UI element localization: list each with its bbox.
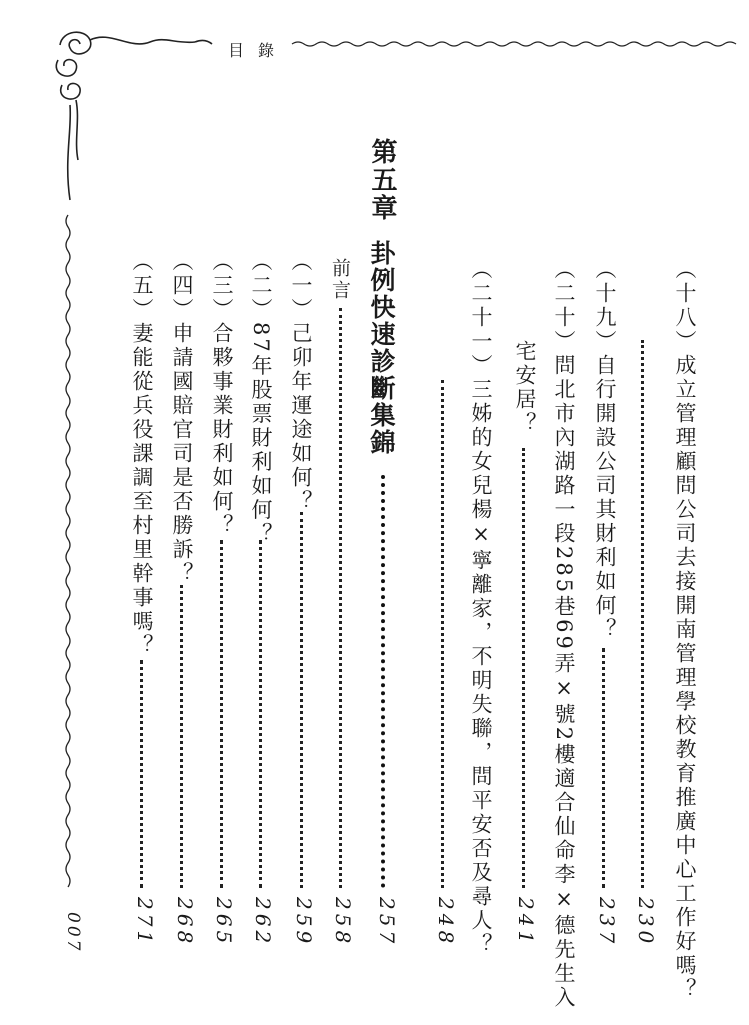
- leader-dots: [602, 648, 605, 888]
- chapter-label: 第五章: [367, 138, 397, 222]
- page-number: 241: [514, 897, 538, 948]
- page-number: 257: [375, 897, 399, 948]
- toc-entry-3: （三）合夥事業財利如何？: [210, 250, 234, 538]
- leader-dots: [140, 660, 143, 888]
- toc-entry-20: （二十）問北市內湖路一段285巷69弄×號2樓適合仙命李×德先生入: [552, 258, 576, 1011]
- toc-entry-preface: 前言: [329, 258, 351, 302]
- leader-dots: [300, 512, 303, 888]
- leader-dots: [220, 540, 223, 888]
- toc-entry-5: （五）妻能從兵役課調至村里幹事嗎？: [130, 250, 154, 658]
- leader-dots: [522, 448, 525, 888]
- page-number: 265: [212, 897, 236, 948]
- leader-dots: [381, 475, 385, 888]
- toc-entry-19: （十九）自行開設公司其財利如何？: [593, 258, 617, 642]
- page-number: 230: [634, 897, 658, 948]
- toc-entry-1: （一）己卯年運途如何？: [289, 250, 313, 514]
- leader-dots: [180, 585, 183, 888]
- toc-entry-4: （四）申請國賠官司是否勝訴？: [170, 250, 194, 586]
- left-wave-border: [66, 215, 70, 887]
- page-number: 258: [331, 897, 355, 948]
- leader-dots: [339, 308, 342, 888]
- header-wave-line: [292, 42, 736, 46]
- folio-page-number: 007: [63, 912, 83, 954]
- page-number: 259: [292, 897, 316, 948]
- page-number: 268: [173, 897, 197, 948]
- page-number: 248: [434, 897, 458, 948]
- toc-entry-20-cont: 宅安居？: [513, 340, 537, 436]
- leader-dots: [641, 340, 644, 888]
- toc-entry-18: （十八）成立管理顧問公司去接開南管理學校教育推廣中心工作好嗎？: [673, 258, 697, 1002]
- page-number: 262: [251, 897, 275, 948]
- leader-dots: [441, 380, 444, 888]
- toc-entry-2: （二）87年股票財利如何？: [249, 250, 273, 547]
- page-number: 237: [595, 897, 619, 948]
- leader-dots: [259, 540, 262, 888]
- header-title: 目錄: [228, 41, 289, 60]
- page-number: 271: [133, 897, 157, 948]
- toc-entry-21: （二十一）三姊的女兒楊×寧離家，不明失聯，問平安否及尋人？: [469, 258, 493, 957]
- chapter-title: 卦例快速診斷集錦: [367, 240, 396, 456]
